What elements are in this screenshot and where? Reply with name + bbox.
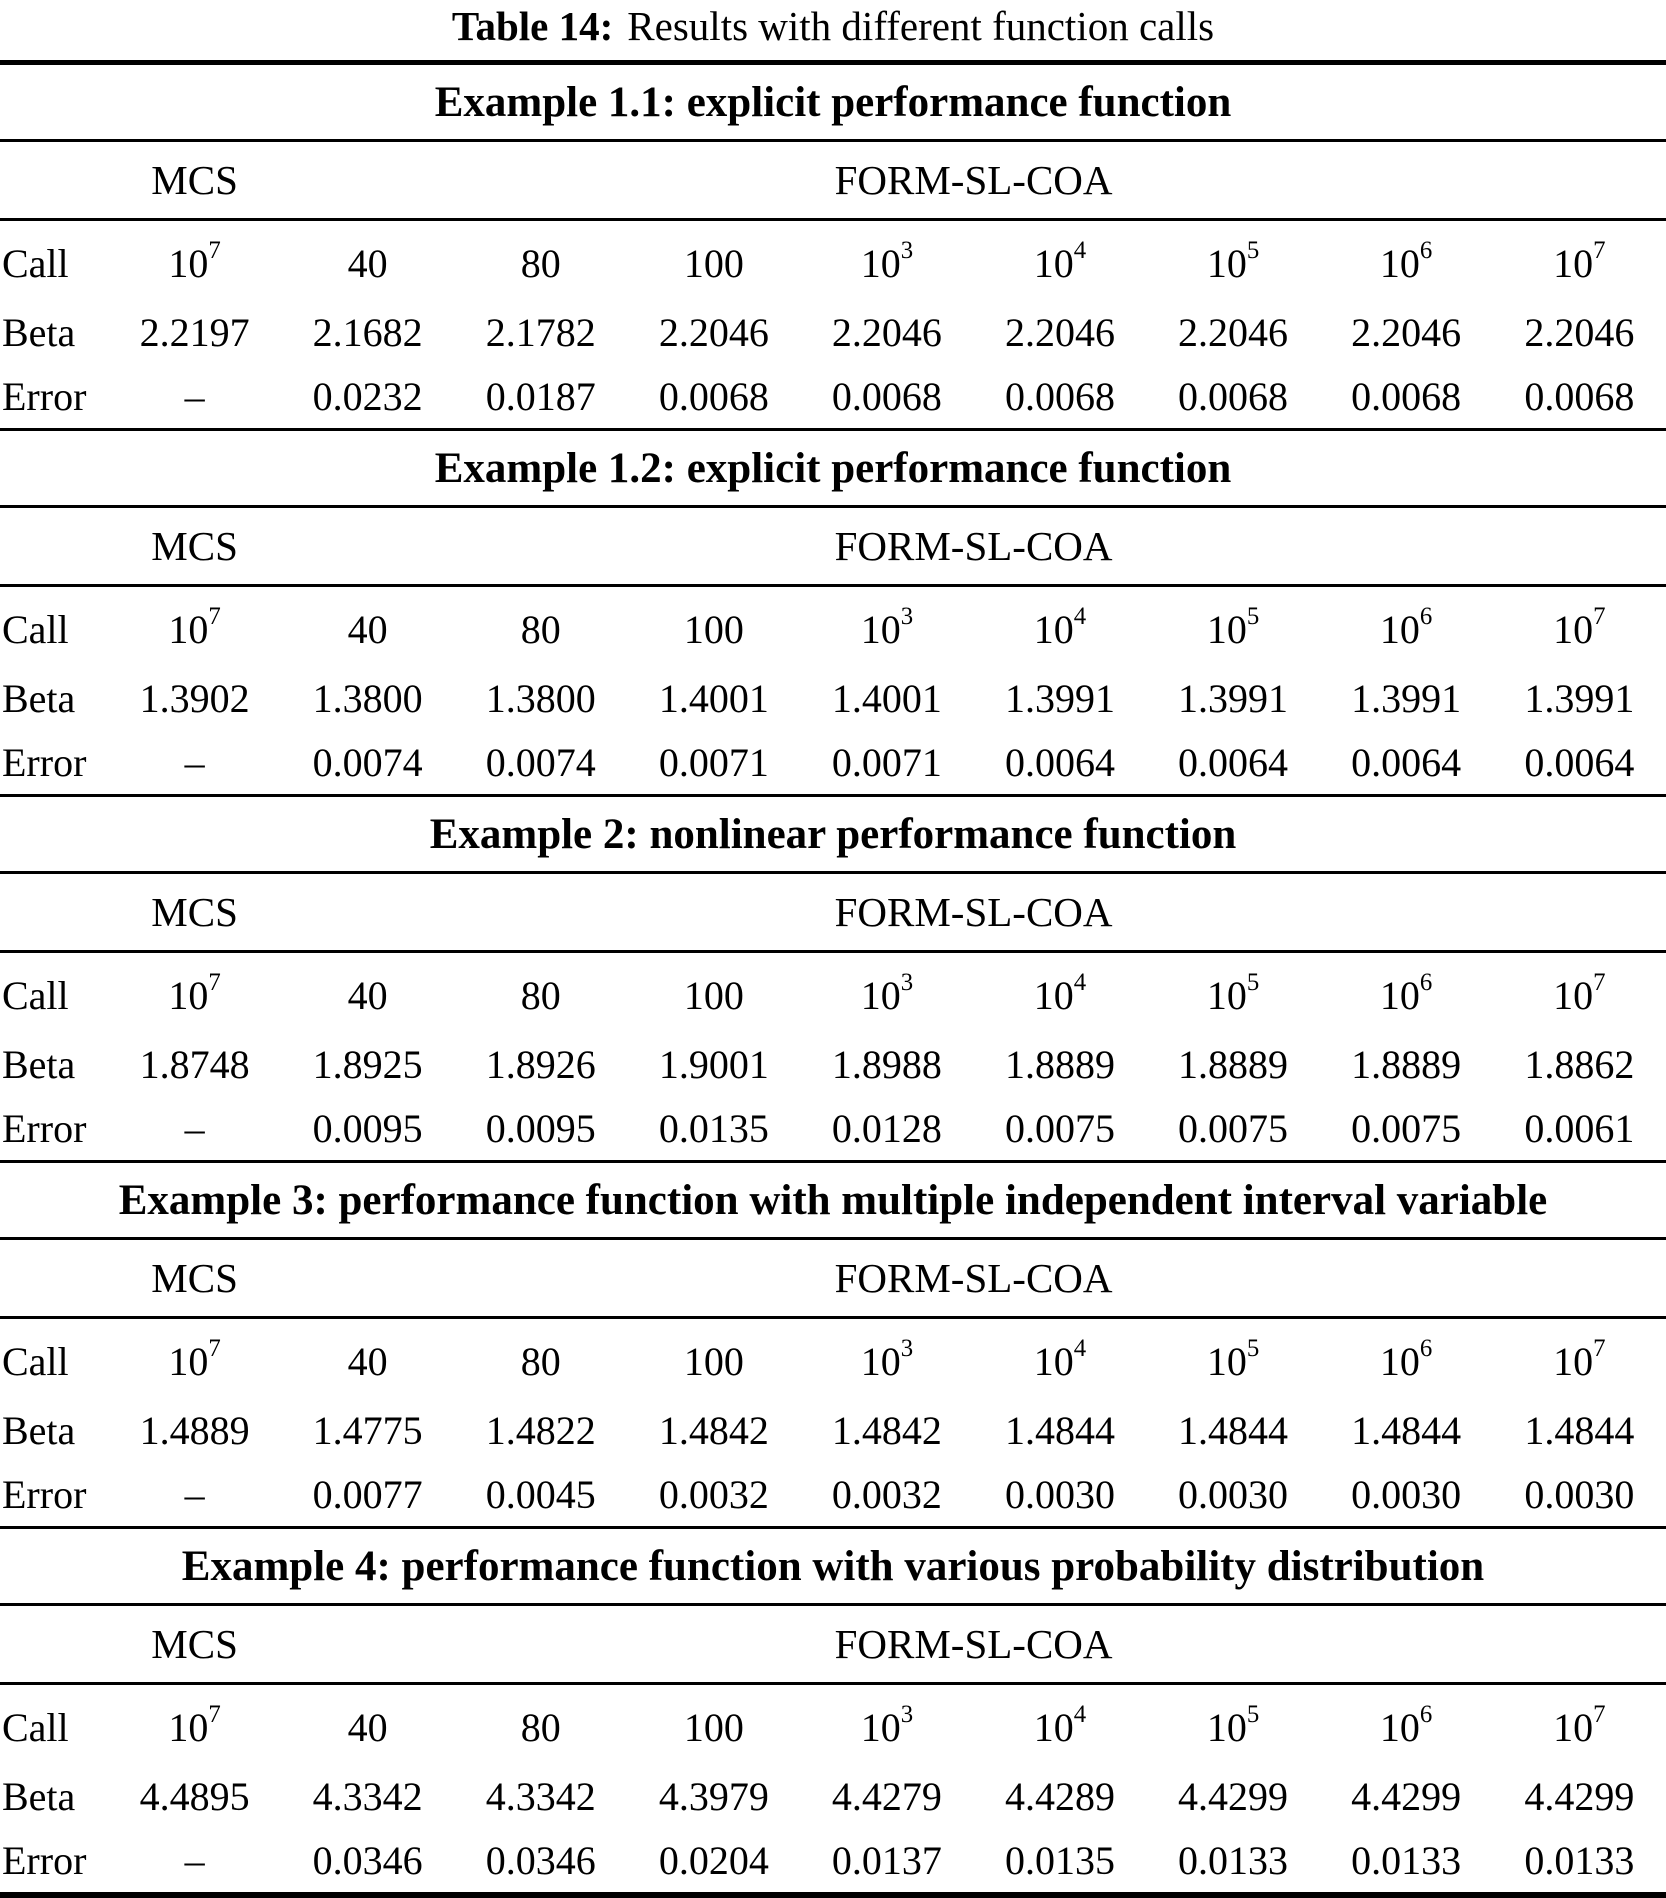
error-cell: 0.0064 (1351, 739, 1462, 785)
method-header-row (0, 507, 1666, 586)
beta-cell: 4.4279 (831, 1773, 942, 1819)
call-base: 10 (168, 1704, 209, 1750)
call-base: 10 (1379, 1338, 1420, 1384)
call-base: 10 (1379, 972, 1420, 1018)
beta-cell: 1.4889 (139, 1407, 250, 1453)
call-cell (1493, 220, 1666, 301)
row-label-error: Error (2, 739, 87, 785)
beta-cell: 4.4299 (1351, 1773, 1462, 1819)
beta-cell: 1.8748 (139, 1041, 250, 1087)
beta-cell: 4.4299 (1524, 1773, 1635, 1819)
call-base: 10 (860, 240, 901, 286)
row-label-beta: Beta (2, 1041, 76, 1087)
beta-cell: 2.2046 (831, 309, 942, 355)
error-cell: 0.0075 (1178, 1105, 1289, 1151)
error-cell: 0.0074 (485, 739, 596, 785)
error-cell: 0.0137 (831, 1837, 942, 1883)
call-cell (454, 220, 627, 301)
error-cell: 0.0346 (485, 1837, 596, 1883)
beta-cell: 1.8889 (1004, 1041, 1115, 1087)
call-base: 100 (683, 1338, 744, 1384)
call-base: 100 (683, 972, 744, 1018)
call-cell (281, 1684, 454, 1765)
method-header-spacer (0, 507, 108, 586)
error-cell: 0.0077 (312, 1471, 423, 1517)
beta-row (0, 1032, 1666, 1096)
call-exponent: 3 (900, 969, 914, 997)
method-header-form: FORM-SL-COA (281, 507, 1666, 586)
call-row (0, 1318, 1666, 1399)
beta-cell: 2.2046 (1524, 309, 1635, 355)
error-row (0, 364, 1666, 430)
call-base: 10 (1553, 972, 1594, 1018)
call-base: 10 (168, 240, 209, 286)
row-label-error: Error (2, 1837, 87, 1883)
row-label-beta: Beta (2, 1773, 76, 1819)
beta-cell: 1.3991 (1351, 675, 1462, 721)
beta-cell: 1.3902 (139, 675, 250, 721)
method-header-spacer (0, 1605, 108, 1684)
call-base: 10 (1206, 1704, 1247, 1750)
error-cell: 0.0135 (1004, 1837, 1115, 1883)
section-header: Example 4: performance function with various probability distribution (0, 1528, 1666, 1605)
method-header-form: FORM-SL-COA (281, 141, 1666, 220)
call-base: 10 (860, 606, 901, 652)
row-label-error: Error (2, 1471, 87, 1517)
call-exponent: 5 (1246, 969, 1260, 997)
call-exponent: 4 (1073, 603, 1087, 631)
call-base: 10 (168, 972, 209, 1018)
call-cell (281, 586, 454, 667)
call-cell (454, 586, 627, 667)
error-cell: – (184, 739, 205, 785)
call-exponent: 7 (208, 1701, 221, 1729)
method-header-spacer (0, 141, 108, 220)
beta-cell: 1.4844 (1004, 1407, 1115, 1453)
error-cell: 0.0075 (1004, 1105, 1115, 1151)
beta-cell: 1.3800 (485, 675, 596, 721)
error-cell: 0.0068 (1351, 373, 1462, 419)
row-label-error: Error (2, 373, 87, 419)
error-cell: 0.0133 (1351, 1837, 1462, 1883)
call-cell (454, 952, 627, 1033)
call-cell (1320, 952, 1493, 1033)
error-cell: 0.0030 (1004, 1471, 1115, 1517)
call-exponent: 4 (1073, 1701, 1087, 1729)
call-base: 100 (683, 606, 744, 652)
beta-cell: 2.1782 (485, 309, 596, 355)
call-exponent: 7 (1593, 969, 1606, 997)
row-label-call: Call (2, 1338, 69, 1384)
method-header-spacer (0, 873, 108, 952)
call-row (0, 952, 1666, 1033)
error-cell: 0.0133 (1178, 1837, 1289, 1883)
call-cell (800, 220, 973, 301)
method-header-row (0, 873, 1666, 952)
call-base: 10 (1206, 1338, 1247, 1384)
error-cell: 0.0068 (1004, 373, 1115, 419)
beta-cell: 1.8889 (1178, 1041, 1289, 1087)
call-exponent: 5 (1246, 1335, 1260, 1363)
beta-cell: 1.4844 (1178, 1407, 1289, 1453)
call-cell (1147, 1318, 1320, 1399)
error-cell: 0.0045 (485, 1471, 596, 1517)
error-cell: 0.0232 (312, 373, 423, 419)
method-header-form: FORM-SL-COA (281, 1239, 1666, 1318)
beta-cell: 1.3991 (1178, 675, 1289, 721)
row-label-call: Call (2, 972, 69, 1018)
beta-cell: 1.8925 (312, 1041, 423, 1087)
call-exponent: 6 (1419, 1335, 1433, 1363)
section-header-row (0, 1162, 1666, 1239)
call-base: 10 (168, 1338, 209, 1384)
error-cell: 0.0068 (831, 373, 942, 419)
beta-cell: 1.8889 (1351, 1041, 1462, 1087)
error-cell: – (184, 373, 205, 419)
call-exponent: 7 (1593, 603, 1606, 631)
beta-cell: 1.4842 (658, 1407, 769, 1453)
error-cell: 0.0064 (1004, 739, 1115, 785)
call-cell (108, 220, 281, 301)
error-cell: 0.0204 (658, 1837, 769, 1883)
error-cell: – (184, 1837, 205, 1883)
call-cell (281, 952, 454, 1033)
call-exponent: 7 (208, 603, 221, 631)
call-cell (973, 1684, 1146, 1765)
error-cell: 0.0064 (1178, 739, 1289, 785)
call-base: 40 (347, 972, 388, 1018)
error-cell: 0.0068 (658, 373, 769, 419)
call-base: 10 (1379, 606, 1420, 652)
table-caption-text: Results with different function calls (627, 3, 1215, 49)
call-base: 10 (860, 1338, 901, 1384)
call-cell (1147, 952, 1320, 1033)
error-cell: 0.0068 (1178, 373, 1289, 419)
call-cell (1320, 1318, 1493, 1399)
beta-cell: 1.9001 (658, 1041, 769, 1087)
call-exponent: 3 (900, 237, 914, 265)
beta-row (0, 1398, 1666, 1462)
row-label-error: Error (2, 1105, 87, 1151)
call-exponent: 7 (208, 1335, 221, 1363)
beta-cell: 2.2046 (1004, 309, 1115, 355)
section-header: Example 1.1: explicit performance function (0, 63, 1666, 141)
error-cell: 0.0074 (312, 739, 423, 785)
call-base: 10 (1033, 972, 1074, 1018)
call-base: 10 (1553, 1704, 1594, 1750)
beta-row (0, 1764, 1666, 1828)
beta-cell: 2.2197 (139, 309, 250, 355)
beta-cell: 4.3979 (658, 1773, 769, 1819)
error-cell: 0.0135 (658, 1105, 769, 1151)
beta-cell: 1.4001 (658, 675, 769, 721)
error-cell: – (184, 1471, 205, 1517)
call-base: 80 (520, 606, 561, 652)
row-label-call: Call (2, 240, 69, 286)
call-cell (454, 1318, 627, 1399)
call-row (0, 1684, 1666, 1765)
method-header-form: FORM-SL-COA (281, 1605, 1666, 1684)
method-header-mcs: MCS (108, 1239, 281, 1318)
call-base: 40 (347, 240, 388, 286)
call-base: 80 (520, 972, 561, 1018)
call-base: 10 (168, 606, 209, 652)
error-cell: 0.0030 (1178, 1471, 1289, 1517)
call-exponent: 3 (900, 1335, 914, 1363)
call-row (0, 220, 1666, 301)
call-cell (627, 586, 800, 667)
call-cell (973, 220, 1146, 301)
error-cell: 0.0030 (1524, 1471, 1635, 1517)
beta-cell: 2.1682 (312, 309, 423, 355)
call-exponent: 7 (1593, 237, 1606, 265)
section-header-row (0, 796, 1666, 873)
section-header: Example 3: performance function with multiple independent interval variable (0, 1162, 1666, 1239)
method-header-row (0, 1605, 1666, 1684)
call-base: 100 (683, 1704, 744, 1750)
call-base: 80 (520, 1338, 561, 1384)
beta-cell: 4.4289 (1004, 1773, 1115, 1819)
call-cell (1493, 1318, 1666, 1399)
beta-cell: 4.4299 (1178, 1773, 1289, 1819)
call-cell (281, 1318, 454, 1399)
beta-cell: 4.3342 (485, 1773, 596, 1819)
method-header-row (0, 1239, 1666, 1318)
beta-cell: 1.8988 (831, 1041, 942, 1087)
method-header-row (0, 141, 1666, 220)
call-cell (800, 952, 973, 1033)
call-base: 10 (1379, 1704, 1420, 1750)
call-exponent: 3 (900, 603, 914, 631)
call-cell (1147, 586, 1320, 667)
section-header-row (0, 63, 1666, 141)
beta-cell: 1.4822 (485, 1407, 596, 1453)
error-row (0, 1096, 1666, 1162)
row-label-call: Call (2, 1704, 69, 1750)
method-header-mcs: MCS (108, 507, 281, 586)
error-row (0, 730, 1666, 796)
call-cell (454, 1684, 627, 1765)
call-exponent: 6 (1419, 969, 1433, 997)
call-cell (108, 1318, 281, 1399)
call-exponent: 4 (1073, 969, 1087, 997)
beta-cell: 1.3991 (1524, 675, 1635, 721)
call-cell (627, 1684, 800, 1765)
call-base: 10 (1553, 1338, 1594, 1384)
beta-cell: 1.4001 (831, 675, 942, 721)
call-cell (281, 220, 454, 301)
call-cell (800, 1684, 973, 1765)
error-cell: 0.0095 (312, 1105, 423, 1151)
error-row (0, 1462, 1666, 1528)
error-cell: 0.0032 (658, 1471, 769, 1517)
call-base: 80 (520, 1704, 561, 1750)
call-cell (1320, 1684, 1493, 1765)
error-cell: 0.0133 (1524, 1837, 1635, 1883)
beta-cell: 1.4844 (1524, 1407, 1635, 1453)
call-base: 10 (1033, 1704, 1074, 1750)
table-caption (0, 0, 1666, 60)
beta-cell: 1.8926 (485, 1041, 596, 1087)
beta-cell: 1.4775 (312, 1407, 423, 1453)
call-cell (627, 1318, 800, 1399)
call-cell (108, 952, 281, 1033)
call-cell (973, 952, 1146, 1033)
section-header-row (0, 1528, 1666, 1605)
table-caption-label: Table 14: (451, 3, 614, 49)
call-cell (973, 586, 1146, 667)
beta-row (0, 666, 1666, 730)
call-cell (108, 586, 281, 667)
error-cell: 0.0071 (831, 739, 942, 785)
call-cell (1320, 220, 1493, 301)
row-label-call: Call (2, 606, 69, 652)
beta-cell: 1.3800 (312, 675, 423, 721)
results-table (0, 60, 1666, 1898)
call-cell (800, 586, 973, 667)
error-cell: 0.0064 (1524, 739, 1635, 785)
method-header-mcs: MCS (108, 873, 281, 952)
beta-cell: 4.4895 (139, 1773, 250, 1819)
call-base: 10 (860, 1704, 901, 1750)
beta-cell: 1.4842 (831, 1407, 942, 1453)
error-cell: 0.0030 (1351, 1471, 1462, 1517)
section-header: Example 2: nonlinear performance function (0, 796, 1666, 873)
call-base: 10 (860, 972, 901, 1018)
call-exponent: 6 (1419, 237, 1433, 265)
call-exponent: 5 (1246, 1701, 1260, 1729)
section-header-row (0, 430, 1666, 507)
error-row (0, 1828, 1666, 1895)
beta-cell: 1.3991 (1004, 675, 1115, 721)
call-exponent: 7 (1593, 1701, 1606, 1729)
call-exponent: 6 (1419, 603, 1433, 631)
beta-row (0, 300, 1666, 364)
call-base: 10 (1033, 1338, 1074, 1384)
call-exponent: 4 (1073, 237, 1087, 265)
error-cell: 0.0032 (831, 1471, 942, 1517)
call-base: 10 (1553, 606, 1594, 652)
method-header-mcs: MCS (108, 141, 281, 220)
call-exponent: 4 (1073, 1335, 1087, 1363)
call-exponent: 6 (1419, 1701, 1433, 1729)
beta-cell: 2.2046 (658, 309, 769, 355)
beta-cell: 4.3342 (312, 1773, 423, 1819)
row-label-beta: Beta (2, 309, 76, 355)
call-base: 10 (1206, 606, 1247, 652)
call-exponent: 5 (1246, 237, 1260, 265)
beta-cell: 2.2046 (1178, 309, 1289, 355)
call-row (0, 586, 1666, 667)
call-exponent: 7 (208, 237, 221, 265)
call-cell (627, 952, 800, 1033)
call-base: 40 (347, 1704, 388, 1750)
call-base: 10 (1033, 240, 1074, 286)
call-base: 40 (347, 606, 388, 652)
method-header-form: FORM-SL-COA (281, 873, 1666, 952)
method-header-spacer (0, 1239, 108, 1318)
call-cell (1493, 586, 1666, 667)
call-base: 40 (347, 1338, 388, 1384)
row-label-beta: Beta (2, 675, 76, 721)
call-cell (1493, 952, 1666, 1033)
call-exponent: 3 (900, 1701, 914, 1729)
call-base: 10 (1553, 240, 1594, 286)
error-cell: 0.0075 (1351, 1105, 1462, 1151)
error-cell: 0.0068 (1524, 373, 1635, 419)
call-base: 10 (1379, 240, 1420, 286)
call-exponent: 5 (1246, 603, 1260, 631)
method-header-mcs: MCS (108, 1605, 281, 1684)
error-cell: 0.0128 (831, 1105, 942, 1151)
error-cell: 0.0095 (485, 1105, 596, 1151)
error-cell: 0.0061 (1524, 1105, 1635, 1151)
call-base: 10 (1033, 606, 1074, 652)
call-cell (1147, 1684, 1320, 1765)
call-base: 10 (1206, 972, 1247, 1018)
call-cell (1147, 220, 1320, 301)
call-cell (1493, 1684, 1666, 1765)
section-header: Example 1.2: explicit performance function (0, 430, 1666, 507)
row-label-beta: Beta (2, 1407, 76, 1453)
call-exponent: 7 (208, 969, 221, 997)
error-cell: 0.0346 (312, 1837, 423, 1883)
call-cell (800, 1318, 973, 1399)
call-cell (108, 1684, 281, 1765)
call-cell (1320, 586, 1493, 667)
beta-cell: 1.4844 (1351, 1407, 1462, 1453)
error-cell: 0.0187 (485, 373, 596, 419)
error-cell: – (184, 1105, 205, 1151)
beta-cell: 2.2046 (1351, 309, 1462, 355)
call-base: 10 (1206, 240, 1247, 286)
call-base: 100 (683, 240, 744, 286)
call-exponent: 7 (1593, 1335, 1606, 1363)
call-cell (973, 1318, 1146, 1399)
error-cell: 0.0071 (658, 739, 769, 785)
call-base: 80 (520, 240, 561, 286)
beta-cell: 1.8862 (1524, 1041, 1635, 1087)
call-cell (627, 220, 800, 301)
